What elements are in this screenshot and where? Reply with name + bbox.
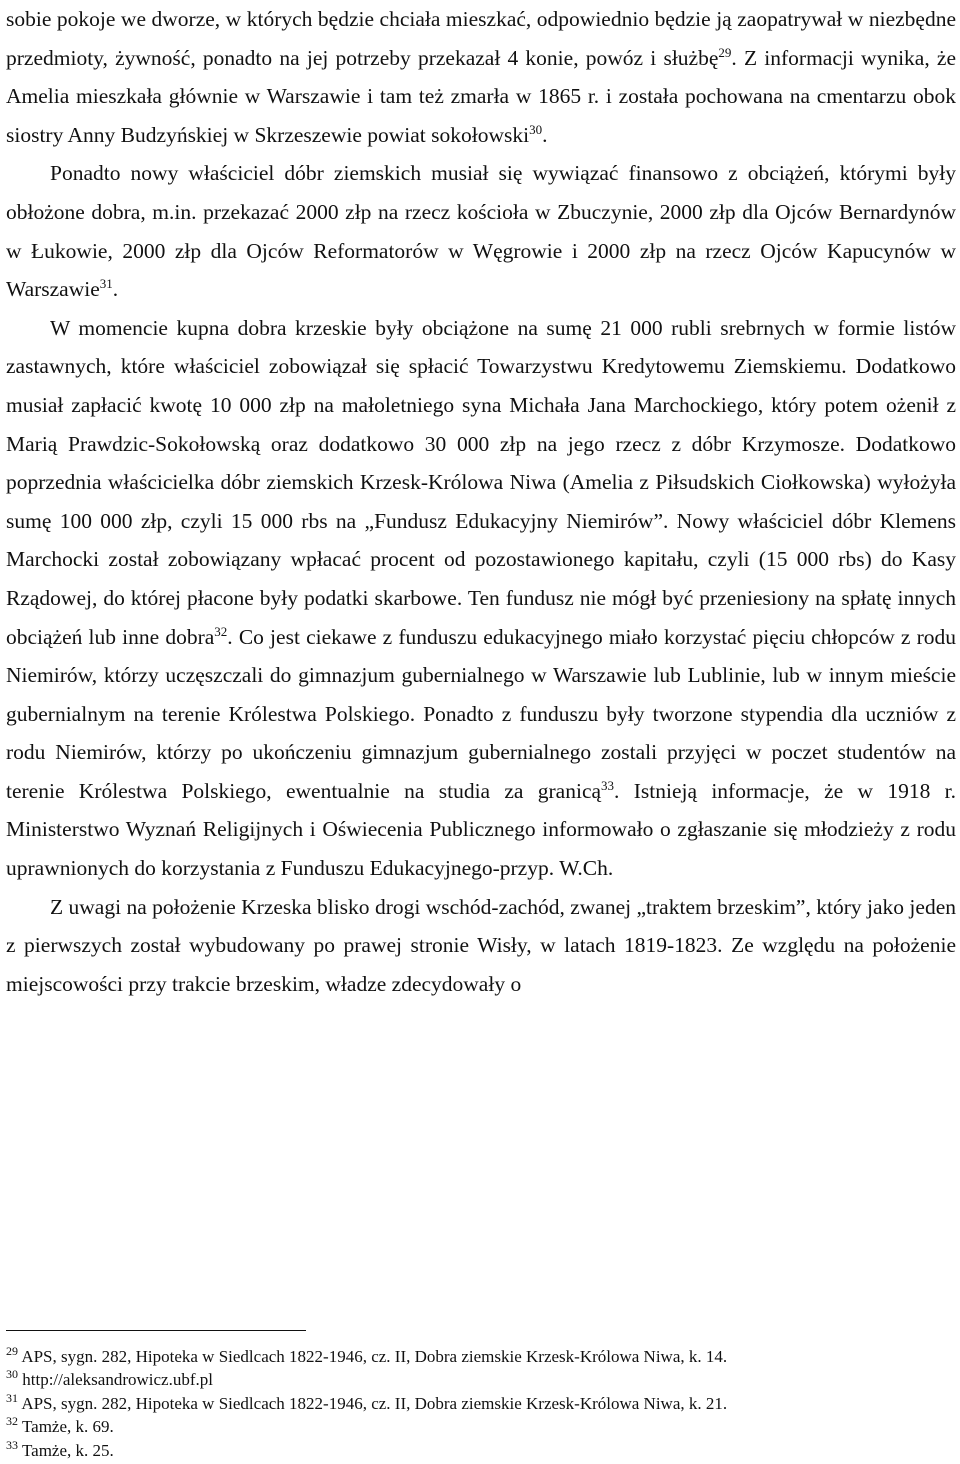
text-run: . [112,277,119,302]
footnote-31 [6,1392,956,1415]
text-run: sobie pokoje we dworze, w których będzie chciała mieszkać, odpowiednio będzie ją zaopatrywał w niezbędne przedmioty, żywność, ponadto na jej potrzeby przekazał 4 konie, powóz i służbę [6,7,956,70]
footnote-ref-32[interactable]: 32 [214,623,228,639]
footnote-30 [6,1368,956,1391]
text-run: . Co jest ciekawe z funduszu edukacyjnego miało korzystać pięciu chłopców z rodu Niemirów, którzy uczęszczali do gimnazjum gubernialnego w Warszawie lub Lublinie, lub w innym mieście gubernialnym na terenie Królestwa Polskiego. Ponadto z funduszu były tworzone stypendia dla uczniów z rodu Niemirów, którzy po ukończeniu gimnazjum gubernialnego zostali przyjęci w poczet studentów na terenie Królestwa Polskiego, ewentualnie na studia za granicą [6,624,956,803]
document-page [6,0,956,1460]
text-run: W momencie kupna dobra krzeskie były obciążone na sumę 21 000 rubli srebrnych w formie listów zastawnych, które właściciel zobowiązał się spłacić Towarzystwu Kredytowemu Ziemskiemu. Dodatkowo musiał zapłacić kwotę 10 000 złp na małoletniego syna Michała Jana Marchockiego, który potem ożenił z Marią Prawdzic-Sokołowską oraz dodatkowo 30 000 złp na jego rzecz z dóbr Krzymosze. Dodatkowo poprzednia właścicielka dóbr ziemskich Krzesk-Królowa Niwa (Amelia z Piłsudskich Ciołkowska) wyłożyła sumę 100 000 złp, czyli 15 000 rbs na „Fundusz Edukacyjny Niemirów”. Nowy właściciel dóbr Klemens Marchocki został zobowiązany wpłacać procent od pozostawionego kapitału, czyli (15 000 rbs) do Kasy Rządowej, do której płacone były podatki skarbowe. Ten fundusz nie mógł być przeniesiony na spłatę innych obciążeń lub inne dobra [6,315,956,649]
footnotes [6,1345,956,1462]
footnote-text: APS, sygn. 282, Hipoteka w Siedlcach 1822-1946, cz. II, Dobra ziemskie Krzesk-Królowa Niwa, k. 21. [21,1393,728,1413]
paragraph-2 [6,154,956,308]
footnote-text: Tamże, k. 69. [21,1417,114,1437]
footnote-text: Tamże, k. 25. [21,1440,114,1460]
text-run: . [542,122,548,147]
footnote-number: 32 [6,1414,18,1429]
footnote-32 [6,1415,956,1438]
paragraph-4 [6,888,956,1004]
footnote-ref-31[interactable]: 31 [99,276,113,292]
paragraph-1 [6,0,956,154]
footnote-ref-29[interactable]: 29 [718,44,732,60]
text-run: Ponadto nowy właściciel dóbr ziemskich musiał się wywiązać finansowo z obciążeń, którymi były obłożone dobra, m.in. przekazać 2000 złp na rzecz kościoła w Zbuczynie, 2000 złp dla Ojców Bernardynów w Łukowie, 2000 złp dla Ojców Reformatorów w Węgrowie i 2000 złp na rzecz Ojców Kapucynów w Warszawie [6,161,956,302]
text-run: . Istnieją informacje, że w 1918 r. Ministerstwo Wyznań Religijnych i Oświecenia Publicznego informowało o zgłaszanie się młodzieży z rodu uprawnionych do korzystania z Funduszu Edukacyjnego-przyp. W.Ch. [6,778,956,881]
footnote-text: APS, sygn. 282, Hipoteka w Siedlcach 1822-1946, cz. II, Dobra ziemskie Krzesk-Królowa Niwa, k. 14. [21,1347,728,1366]
footnote-number: 29 [6,1344,18,1358]
footnote-ref-33[interactable]: 33 [601,777,615,793]
footnote-number: 33 [6,1437,18,1452]
footnote-number: 30 [6,1367,18,1382]
text-run: . Z informacji wynika, że Amelia mieszkała głównie w Warszawie i tam też zmarła w 1865 r. i została pochowana na cmentarzu obok siostry Anny Budzyńskiej w Skrzeszewie powiat sokołowski [6,45,956,147]
footnote-ref-30[interactable]: 30 [529,121,543,137]
footnote-29 [6,1345,956,1368]
paragraph-3 [6,309,956,888]
footnote-33 [6,1439,956,1462]
body-text [6,0,956,1003]
footnote-separator [6,1330,306,1331]
text-run: Z uwagi na położenie Krzeska blisko drogi wschód-zachód, zwanej „traktem brzeskim”, który jako jeden z pierwszych został wybudowany po prawej stronie Wisły, w latach 1819-1823. Ze względu na położenie miejscowości przy trakcie brzeskim, władze zdecydowały o [6,894,956,996]
footnote-link[interactable]: http://aleksandrowicz.ubf.pl [22,1370,213,1390]
footnote-number: 31 [6,1390,18,1405]
